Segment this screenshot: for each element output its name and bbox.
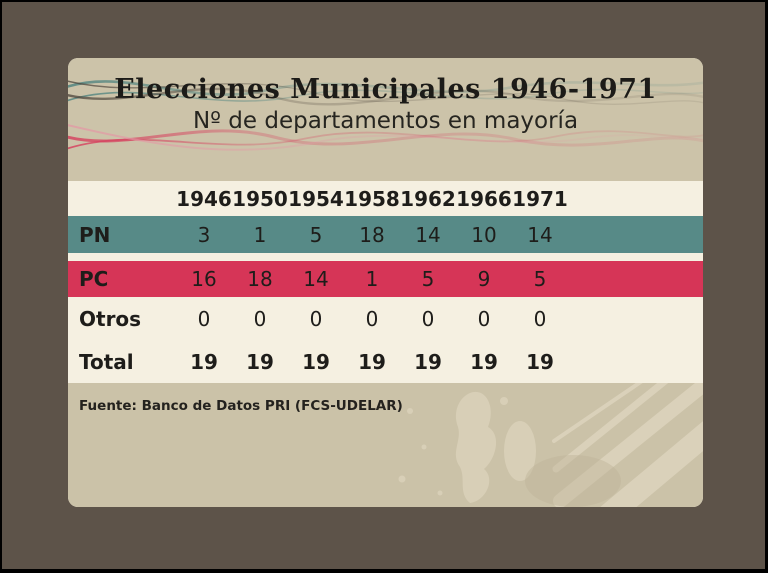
table-body — [68, 216, 703, 383]
value-pc-1954: 14 — [303, 267, 329, 291]
value-pn-1950: 1 — [253, 222, 267, 247]
card-footer — [68, 383, 703, 507]
year-header-1946: 1946 — [176, 186, 232, 211]
value-otros-1954: 0 — [309, 307, 323, 331]
elections-table — [68, 181, 703, 383]
value-total-1954: 19 — [302, 350, 330, 374]
value-total-1971: 19 — [526, 350, 554, 374]
value-otros-1971: 0 — [533, 307, 547, 331]
value-pn-1962: 14 — [415, 222, 441, 247]
value-pc-1946: 16 — [191, 267, 217, 291]
value-pn-1946: 3 — [197, 222, 211, 247]
year-header-1950: 1950 — [232, 186, 288, 211]
table-row-otros — [68, 297, 703, 341]
card-header — [68, 58, 703, 181]
value-pc-1971: 5 — [533, 267, 547, 291]
value-total-1946: 19 — [190, 350, 218, 374]
value-otros-1958: 0 — [365, 307, 379, 331]
year-header-1958: 1958 — [344, 186, 400, 211]
table-row-pn — [68, 216, 703, 253]
value-pn-1971: 14 — [527, 222, 553, 247]
value-pn-1954: 5 — [309, 222, 323, 247]
value-otros-1966: 0 — [477, 307, 491, 331]
value-total-1966: 19 — [470, 350, 498, 374]
row-label: PC — [79, 267, 109, 291]
year-header-1954: 1954 — [288, 186, 344, 211]
value-total-1962: 19 — [414, 350, 442, 374]
row-label: Otros — [79, 307, 142, 331]
value-pc-1962: 5 — [421, 267, 435, 291]
source-note: Fuente: Banco de Datos PRI (FCS-UDELAR) — [79, 398, 403, 414]
table-row-total — [68, 341, 703, 383]
table-header-row — [68, 181, 703, 216]
row-label: Total — [79, 350, 134, 374]
table-row-pc — [68, 261, 703, 297]
value-pn-1958: 18 — [359, 222, 385, 247]
value-pc-1958: 1 — [365, 267, 379, 291]
row-label: PN — [79, 222, 111, 247]
year-header-1962: 1962 — [400, 186, 456, 211]
value-pc-1966: 9 — [477, 267, 491, 291]
value-otros-1950: 0 — [253, 307, 267, 331]
value-pc-1950: 18 — [247, 267, 273, 291]
value-otros-1946: 0 — [197, 307, 211, 331]
value-total-1958: 19 — [358, 350, 386, 374]
value-otros-1962: 0 — [421, 307, 435, 331]
slide-subtitle: Nº de departamentos en mayoría — [192, 108, 579, 134]
slide-title: Elecciones Municipales 1946-1971 — [114, 74, 657, 105]
value-total-1950: 19 — [246, 350, 274, 374]
slide-card — [68, 58, 703, 507]
year-header-1966: 1966 — [456, 186, 512, 211]
year-header-1971: 1971 — [512, 186, 568, 211]
value-pn-1966: 10 — [471, 222, 497, 247]
